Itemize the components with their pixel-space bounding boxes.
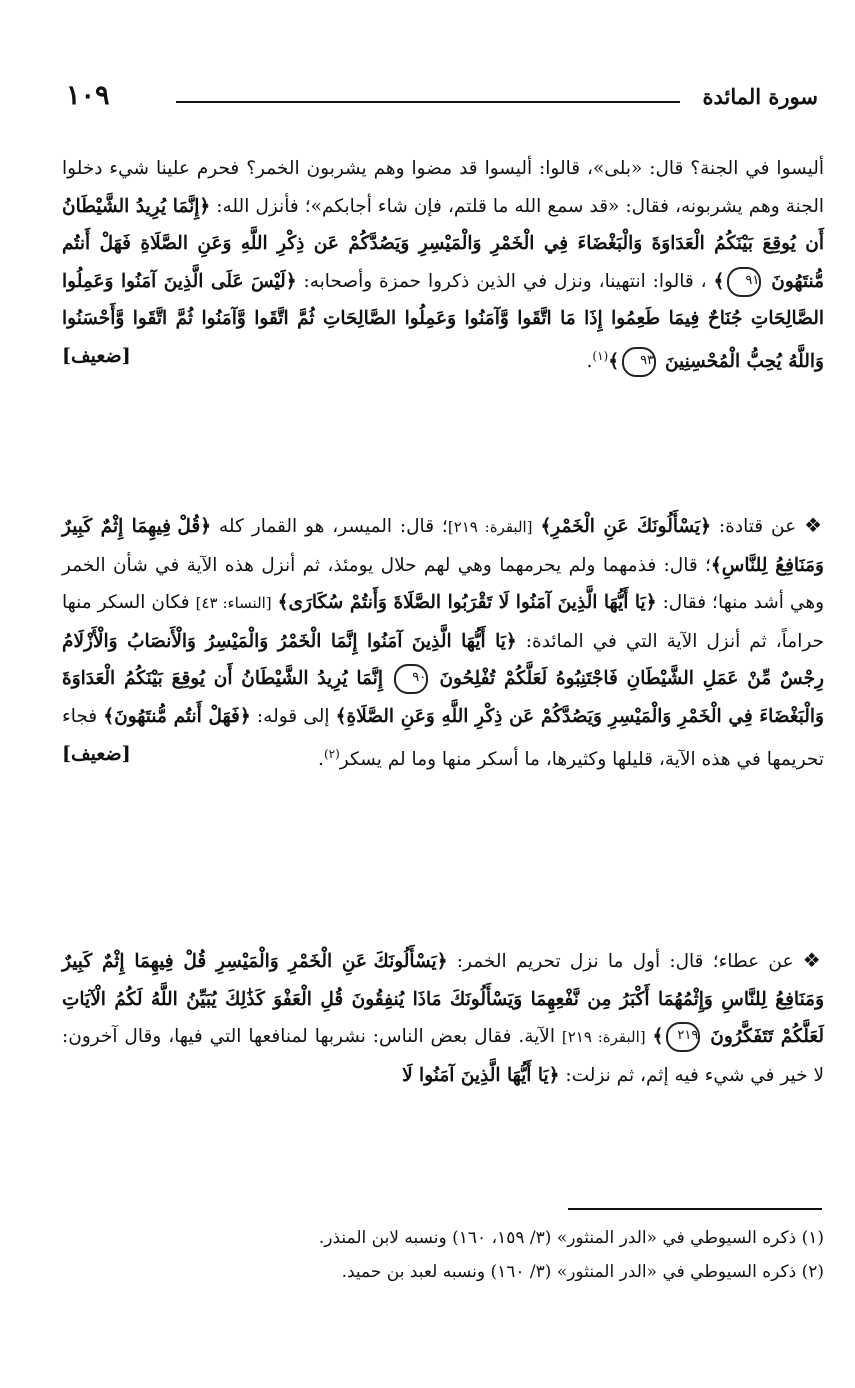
- ayah-number-marker: ٩١: [727, 267, 761, 297]
- quran-verse: ﴿لَيْسَ عَلَى الَّذِينَ آمَنُوا وَعَمِلُوا الصَّالِحَاتِ جُنَاحٌ فِيمَا طَعِمُوا إِذَا مَا اتَّقَوا وَّآمَنُوا وَعَمِلُوا الصَّالِحَاتِ ثُمَّ اتَّقَوا وَّآمَنُوا ثُمَّ اتَّقَوا وَّأَحْسَنُوا وَاللَّهُ يُحِبُّ الْمُحْسِنِينَ: [62, 270, 824, 373]
- footnote-separator: [568, 1208, 822, 1210]
- ayah-number-marker: ٢١٩: [666, 1022, 700, 1052]
- sentence-end: .: [586, 351, 593, 373]
- narration-text: إلى قوله:: [256, 705, 330, 727]
- quran-verse: ﴿يَسْأَلُونَكَ عَنِ الْخَمْرِ وَالْمَيْسِرِ قُلْ فِيهِمَا إِثْمٌ كَبِيرٌ وَمَنَافِعُ لِلنَّاسِ وَإِثْمُهُمَا أَكْبَرُ مِن نَّفْعِهِمَا وَيَسْأَلُونَكَ مَاذَا يُنفِقُونَ قُلِ الْعَفْوَ كَذَٰلِكَ يُبَيِّنُ اللَّهُ لَكُمُ الْآيَاتِ لَعَلَّكُمْ تَتَفَكَّرُونَ: [62, 951, 824, 1048]
- narration-text: فكان السكر منها حراماً، ثم أنزل الآية التي في المائدة:: [62, 592, 824, 652]
- footnote-reference: (١): [592, 348, 609, 363]
- footnote-1: (١) ذكره السيوطي في «الدر المنثور» (٣/ ١٥٩، ١٦٠) ونسبه لابن المنذر.: [318, 1228, 824, 1248]
- narration-text: عن قتادة:: [718, 516, 797, 537]
- paragraph-3: [62, 942, 824, 1094]
- quran-verse: ﴿قُلْ فِيهِمَا إِثْمٌ كَبِيرٌ وَمَنَافِعُ لِلنَّاسِ﴾: [62, 516, 824, 576]
- narration-text: ؛ قال: الميسر، هو القمار كله: [219, 516, 448, 537]
- header-rule: [176, 101, 680, 103]
- verse-reference: [البقرة: ٢١٩]: [447, 518, 533, 536]
- verse-reference: [النساء: ٤٣]: [195, 594, 272, 613]
- page-header: [66, 80, 818, 120]
- footnotes: [200, 1221, 824, 1289]
- verse-close-bracket: ﴾: [713, 270, 725, 292]
- verse-close-bracket: ﴾: [608, 351, 620, 373]
- quran-verse: ﴿يَا أَيُّهَا الَّذِينَ آمَنُوا لَا: [402, 1064, 560, 1086]
- ayah-number-marker: ٩٣: [622, 347, 656, 377]
- ayah-number-marker: ٩٠: [394, 664, 428, 694]
- quran-verse: ﴿يَا أَيُّهَا الَّذِينَ آمَنُوا لَا تَقْرَبُوا الصَّلَاةَ وَأَنتُمْ سُكَارَى﴾: [277, 592, 657, 614]
- paragraph-1: [62, 150, 824, 381]
- verse-close-bracket: ﴾: [652, 1026, 664, 1048]
- quran-verse: ﴿إِنَّمَا يُرِيدُ الشَّيْطَانُ أَن يُوقِعَ بَيْنَكُمُ الْعَدَاوَةَ وَالْبَغْضَاءَ فِي الْخَمْرِ وَالْمَيْسِرِ وَيَصُدَّكُمْ عَن ذِكْرِ اللَّهِ وَعَنِ الصَّلَاةِ فَهَلْ أَنتُم مُّنتَهُونَ: [62, 195, 824, 292]
- footnote-2: (٢) ذكره السيوطي في «الدر المنثور» (٣/ ١٦٠) ونسبه لعبد بن حميد.: [341, 1262, 824, 1282]
- page-number: ١٠٩: [66, 80, 110, 111]
- quran-verse: ﴿يَسْأَلُونَكَ عَنِ الْخَمْرِ﴾: [540, 516, 712, 537]
- narration-text: عن عطاء؛ قال: أول ما نزل تحريم الخمر:: [456, 951, 794, 972]
- narration-text: ؛ قال: فذمهما ولم يحرمهما وهي لهم حلال يومئذ، ثم أنزل هذه الآية في شأن الخمر وهي أشد منها؛ فقال:: [62, 554, 825, 614]
- surah-title: سورة المائدة: [702, 84, 818, 109]
- grading-label: [ضعيف]: [62, 742, 131, 765]
- grading-label: [ضعيف]: [62, 344, 131, 367]
- quran-verse: ﴿يَا أَيُّهَا الَّذِينَ آمَنُوا إِنَّمَا الْخَمْرُ وَالْمَيْسِرُ وَالْأَنصَابُ وَالْأَزْلَامُ رِجْسٌ مِّنْ عَمَلِ الشَّيْطَانِ فَاجْتَنِبُوهُ لَعَلَّكُمْ تُفْلِحُونَ: [62, 630, 824, 690]
- narration-text: أليسوا في الجنة؟ قال: «بلى»، قالوا: أليسوا قد مضوا وهم يشربون الخمر؟ فحرم علينا شيء دخلوا الجنة وهم يشربونه، فقال: «قد سمع الله ما قلتم، فإن شاء أجابكم»؛ فأنزل الله:: [62, 158, 824, 217]
- narration-text: فجاء تحريمها في هذه الآية، قليلها وكثيرها، ما أسكر منها وما لم يسكر: [62, 705, 824, 770]
- paragraph-2: [62, 507, 824, 778]
- verse-reference: [البقرة: ٢١٩]: [561, 1028, 646, 1047]
- quran-verse: ﴿فَهَلْ أَنتُم مُّنتَهُونَ﴾: [103, 705, 251, 727]
- narration-text: الآية. فقال بعض الناس: نشربها لمنافعها التي فيها، وقال آخرون: لا خير في شيء فيه إثم، ثم نزلت:: [62, 1026, 824, 1086]
- quran-verse: إِنَّمَا يُرِيدُ الشَّيْطَانُ أَن يُوقِعَ بَيْنَكُمُ الْعَدَاوَةَ وَالْبَغْضَاءَ فِي الْخَمْرِ وَالْمَيْسِرِ وَيَصُدَّكُمْ عَن ذِكْرِ اللَّهِ وَعَنِ الصَّلَاةِ﴾: [62, 668, 824, 727]
- footnote-reference: (٢): [323, 746, 340, 761]
- star-ornament-icon: ❖: [804, 513, 825, 537]
- sentence-end: .: [318, 748, 324, 770]
- star-ornament-icon: ❖: [802, 948, 825, 972]
- narration-text: ، قالوا: انتهينا، ونزل في الذين ذكروا حمزة وأصحابه:: [303, 270, 707, 292]
